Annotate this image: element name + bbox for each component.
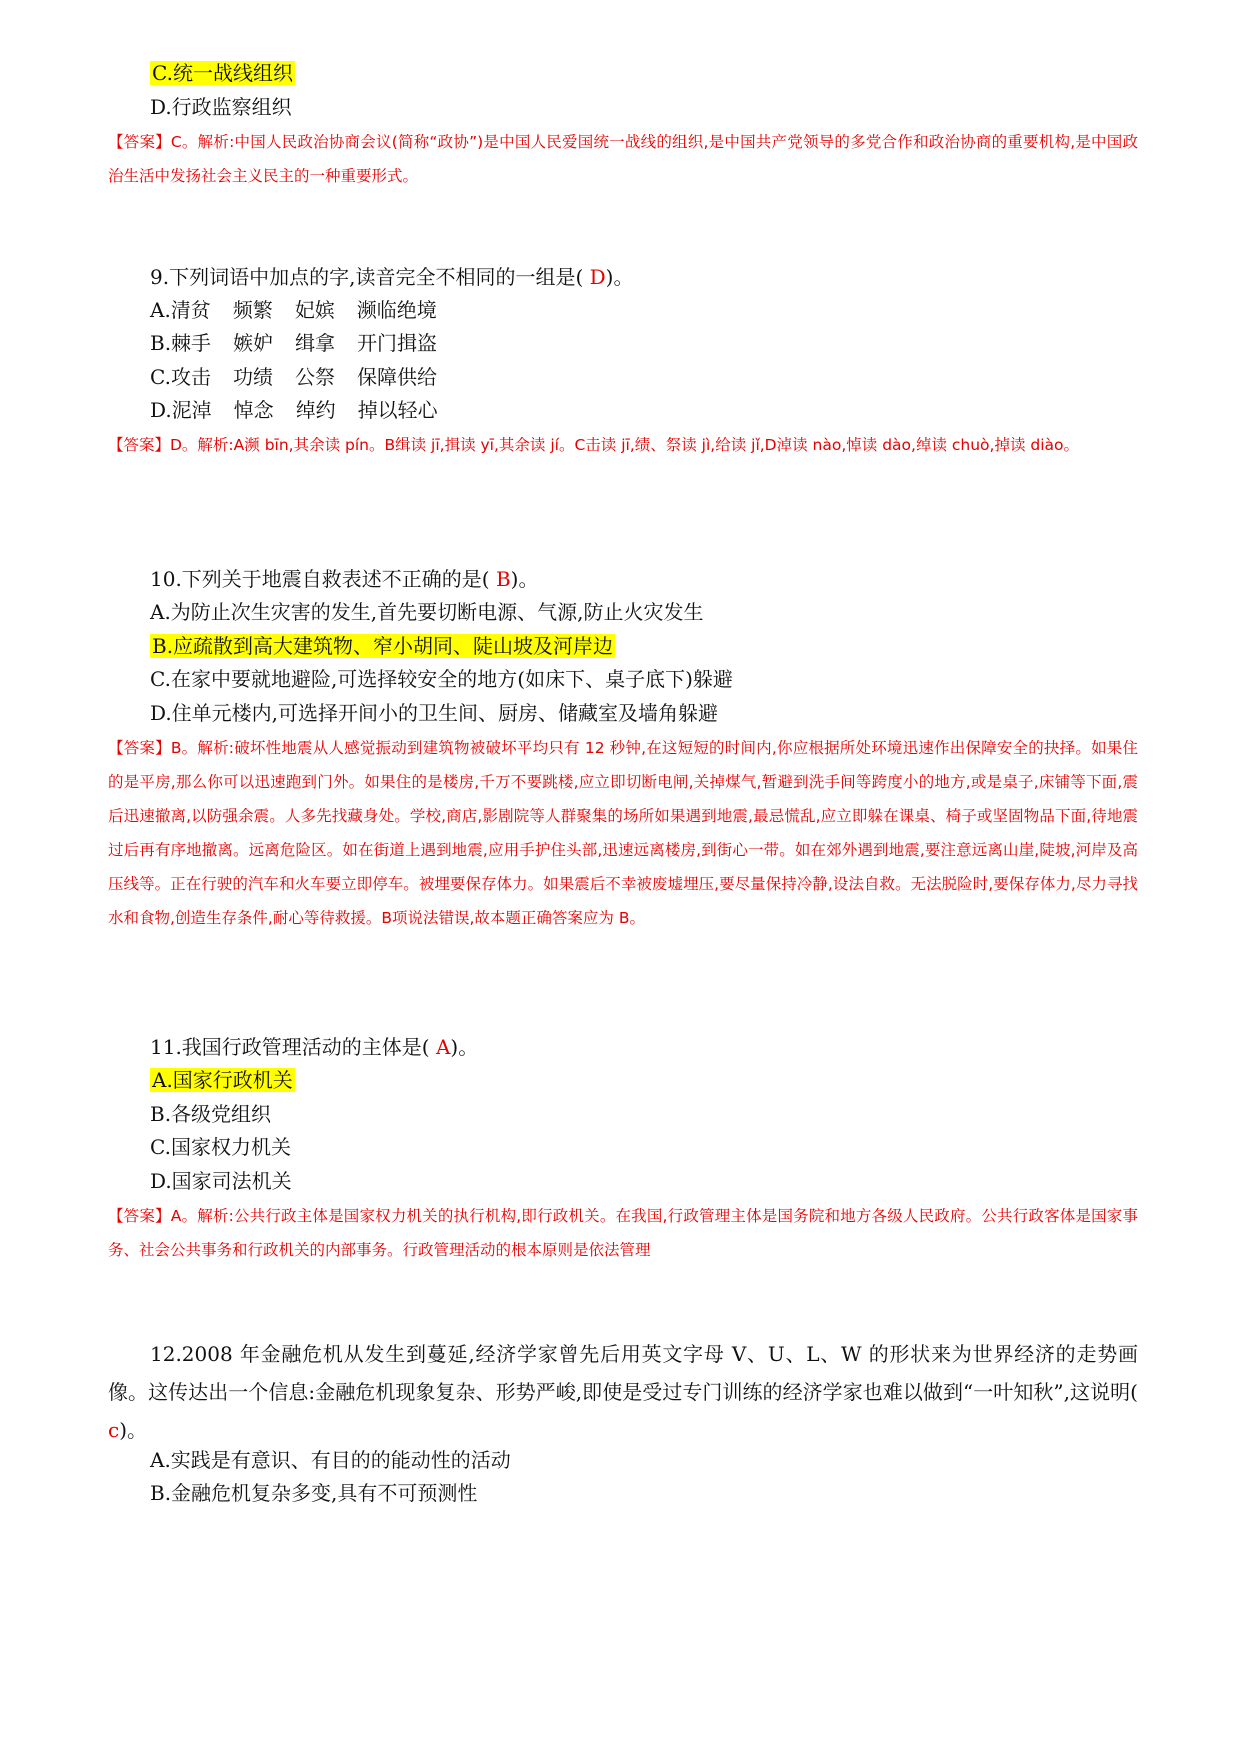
option-word: 频繁 — [232, 298, 273, 322]
q10-option-a: A.为防止次生灾害的发生,首先要切断电源、气源,防止火灾发生 — [150, 600, 704, 624]
q9-answer: 【答案】D。解析:A濒 bīn,其余读 pín。B缉读 jī,揖读 yī,其余读 jí。C击读 jī,绩、祭读 jì,给读 jǐ,D淖读 nào,悼读 dào,绰读 chuò,掉读 diào。 — [108, 436, 1080, 454]
q10-stem — [150, 564, 538, 594]
q10-option-b — [150, 631, 615, 661]
q12-stem — [108, 1335, 1138, 1449]
q10-stem-prefix: 10.下列关于地震自救表述不正确的是( — [150, 567, 490, 591]
q9-stem — [150, 262, 633, 292]
q10-answer: 【答案】B。解析:破坏性地震从人感觉振动到建筑物被破坏平均只有 12 秒钟,在这短短的时间内,你应根据所处环境迅速作出保障安全的抉择。如果住的是平房,那么你可以迅速跑到门外。如果住的是楼房,千万不要跳楼,应立即切断电闸,关掉煤气,暂避到洗手间等跨度小的地方,或是桌子,床铺等下面,震后迅速撤离,以防强余震。人多先找藏身处。学校,商店,影剧院等人群聚集的场所如果遇到地震,最忌慌乱,应立即躲在课桌、椅子或坚固物品下面,待地震过后再有序地撤离。远离危险区。如在街道上遇到地震,应用手护住头部,迅速远离楼房,到街心一带。如在郊外遇到地震,要注意远离山崖,陡坡,河岸及高压线等。正在行驶的汽车和火车要立即停车。被埋要保存体力。如果震后不幸被废墟埋压,要尽量保持冷静,设法自救。无法脱险时,要保存体力,尽力寻找水和食物,创造生存条件,耐心等待救援。B项说法错误,故本题正确答案应为 B。 — [108, 739, 1138, 927]
q8-option-c — [150, 58, 295, 88]
highlight: B.应疏散到高大建筑物、窄小胡同、陡山坡及河岸边 — [152, 634, 614, 658]
option-word: B.棘手 — [150, 331, 212, 355]
q11-option-a — [150, 1065, 295, 1095]
q9-stem-prefix: 9.下列词语中加点的字,读音完全不相同的一组是( — [150, 265, 584, 289]
q12-stem-prefix: 12.2008 年金融危机从发生到蔓延,经济学家曾先后用英文字母 V、U、L、W 的形状来为世界经济的走势画像。这传达出一个信息:金融危机现象复杂、形势严峻,即使是受过专门训练的经济学家也难以做到“一叶知秋”,这说明( — [108, 1342, 1138, 1404]
option-word: 开门揖盗 — [357, 331, 438, 355]
option-word: 掉以轻心 — [357, 398, 438, 422]
highlight: C.统一战线组织 — [152, 61, 293, 85]
q12-stem-answer: c — [108, 1418, 120, 1442]
q11-stem-suffix: )。 — [450, 1035, 479, 1059]
q11-answer: 【答案】A。解析:公共行政主体是国家权力机关的执行机构,即行政机关。在我国,行政管理主体是国务院和地方各级人民政府。公共行政客体是国家事务、社会公共事务和行政机关的内部事务。行政管理活动的根本原则是依法管理 — [108, 1207, 1138, 1259]
q8-option-d: D.行政监察组织 — [150, 95, 292, 119]
option-word: 濒临绝境 — [356, 298, 437, 322]
q8-answer: 【答案】C。解析:中国人民政治协商会议(简称“政协”)是中国人民爱国统一战线的组织,是中国共产党领导的多党合作和政治协商的重要机构,是中国政治生活中发扬社会主义民主的一种重要形式。 — [108, 133, 1138, 185]
q10-option-d: D.住单元楼内,可选择开间小的卫生间、厨房、储藏室及墙角躲避 — [150, 701, 719, 725]
q9-option-c — [150, 362, 459, 392]
q9-option-b — [150, 328, 459, 358]
q11-option-c: C.国家权力机关 — [150, 1135, 291, 1159]
option-word: D.泥淖 — [150, 398, 212, 422]
option-word: 嫉妒 — [233, 331, 274, 355]
q11-option-d: D.国家司法机关 — [150, 1169, 292, 1193]
q9-option-a — [150, 295, 459, 325]
q11-stem-answer: A — [429, 1035, 451, 1059]
q11-option-b: B.各级党组织 — [150, 1102, 272, 1126]
highlight: A.国家行政机关 — [152, 1068, 293, 1092]
q10-stem-suffix: )。 — [510, 567, 539, 591]
option-word: 公祭 — [294, 365, 335, 389]
q12-option-b: B.金融危机复杂多变,具有不可预测性 — [150, 1481, 478, 1505]
q11-stem-prefix: 11.我国行政管理活动的主体是( — [150, 1035, 430, 1059]
q9-stem-suffix: )。 — [605, 265, 634, 289]
option-word: 保障供给 — [356, 365, 437, 389]
option-word: 悼念 — [233, 398, 274, 422]
q12-stem-suffix: )。 — [119, 1418, 148, 1442]
q10-stem-answer: B — [489, 567, 511, 591]
q9-stem-answer: D — [583, 265, 606, 289]
option-word: C.攻击 — [150, 365, 211, 389]
option-word: 妃嫔 — [294, 298, 335, 322]
q11-stem — [150, 1032, 478, 1062]
option-word: A.清贫 — [150, 298, 211, 322]
q10-option-c: C.在家中要就地避险,可选择较安全的地方(如床下、桌子底下)躲避 — [150, 667, 733, 691]
option-word: 绰约 — [295, 398, 336, 422]
option-word: 缉拿 — [295, 331, 336, 355]
option-word: 功绩 — [232, 365, 273, 389]
q12-option-a: A.实践是有意识、有目的的能动性的活动 — [150, 1448, 511, 1472]
q9-option-d — [150, 395, 460, 425]
